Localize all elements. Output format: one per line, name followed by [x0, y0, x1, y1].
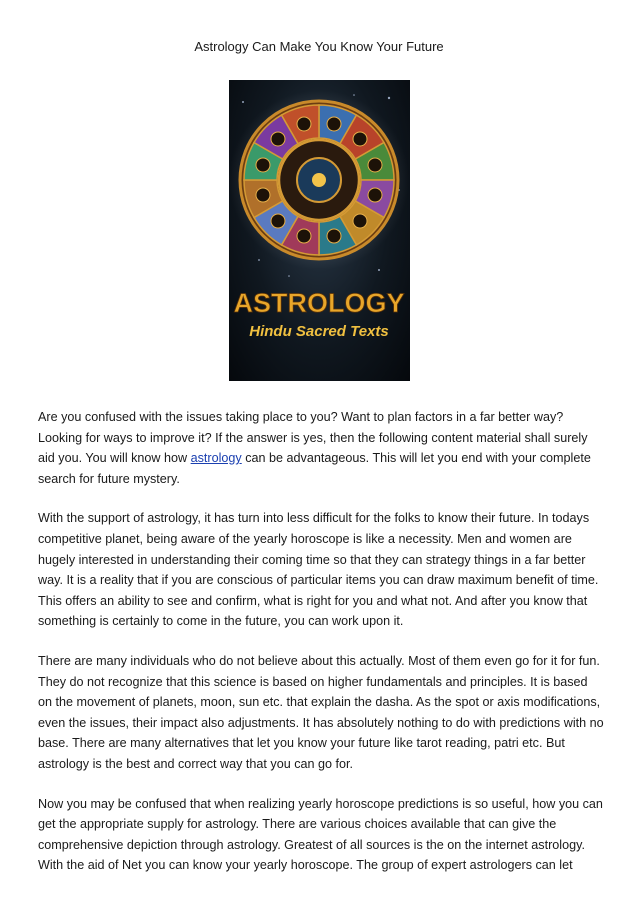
paragraph-3: There are many individuals who do not believe about this actually. Most of them even go for it for fun. They do not recognize that this science is based on higher fundamentals and principles. It is based on the movement of planets, moon, sun etc. that explain the dasha. As the spot or axis modifications, even the issues, their impact also adjustments. It has absolutely nothing to do with predictions with no base. There are many alternatives that let you know your future like tarot reading, patri etc. But astrology is the best and correct way that you can go for. — [38, 653, 604, 771]
article-body — [38, 407, 604, 895]
paragraph-1-text-end: can be advantageous. This will let you end with your complete search for future mystery. — [38, 451, 591, 486]
zodiac-medallion — [297, 229, 311, 243]
zodiac-medallion — [256, 158, 270, 172]
zodiac-medallion — [327, 229, 341, 243]
paragraph-4: Now you may be confused that when realizing yearly horoscope predictions is so useful, how you can get the appropriate supply for astrology. There are various choices available that can give the comprehensive depiction through astrology. Greatest of all sources is the on the internet astrology. With the aid of Net you can know your yearly horoscope. The group of expert astrologers can let — [38, 796, 603, 873]
book-cover-image — [229, 80, 410, 381]
zodiac-wheel-illustration — [229, 80, 410, 381]
zodiac-medallion — [327, 117, 341, 131]
paragraph-1 — [38, 407, 604, 489]
zodiac-medallion — [271, 132, 285, 146]
zodiac-medallion — [297, 117, 311, 131]
zodiac-medallion — [256, 188, 270, 202]
paragraph-1-text-start: Are you confused with the issues taking place to you? Want to plan factors in a far better way? Looking for ways to improve it? If the answer is yes, then the following content material shall surely aid you. You will know how — [38, 410, 588, 466]
cover-heading: ASTROLOGY — [233, 288, 405, 318]
paragraph-2: With the support of astrology, it has turn into less difficult for the folks to know their future. In todays competitive planet, being aware of the yearly horoscope is like a necessity. Men and women are hugely interested in understanding their coming time so that they can strategy things in a far better way. It is a reality that if you are conscious of particular items you can draw maximum benefit of time. This offers an ability to see and confirm, what is right for you and what not. And after you know that something is certainly to come in the future, you can work upon it. — [38, 511, 599, 629]
astrology-link[interactable]: astrology — [190, 451, 242, 466]
zodiac-medallion — [353, 132, 367, 146]
zodiac-medallion — [368, 158, 382, 172]
zodiac-medallion — [353, 214, 367, 228]
document-title: Astrology Can Make You Know Your Future — [194, 39, 444, 54]
zodiac-medallion — [271, 214, 285, 228]
zodiac-medallion — [368, 188, 382, 202]
cover-subheading: Hindu Sacred Texts — [249, 323, 389, 340]
